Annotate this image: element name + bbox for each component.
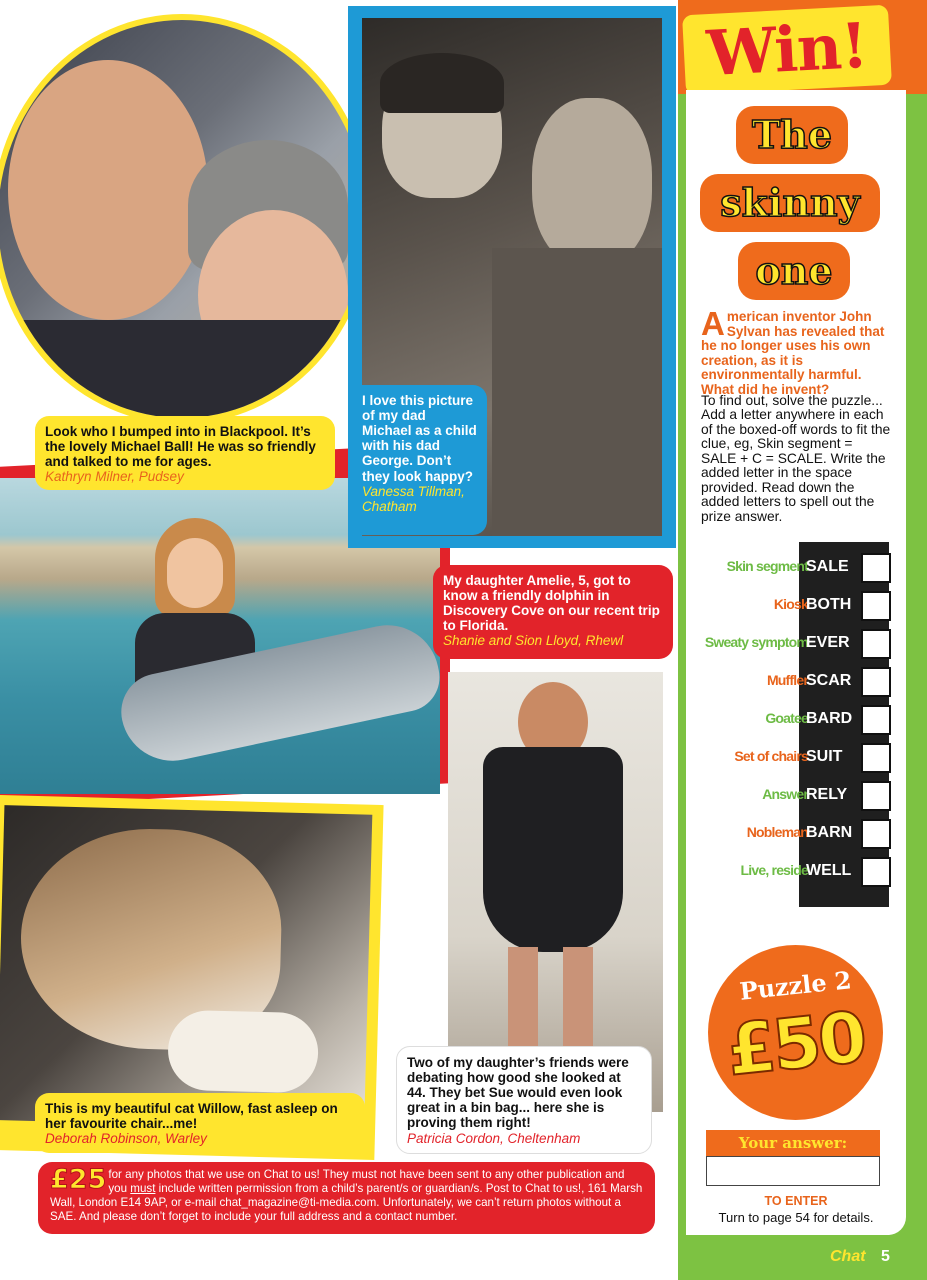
puzzle-clue: Answer — [762, 786, 808, 802]
binbag-caption — [396, 1046, 652, 1154]
banner-text-a: for any photos that we use on Chat to us! They must not have been sent to any other publication and you — [108, 1168, 625, 1196]
intro-lead — [701, 305, 891, 397]
prize-badge — [708, 945, 883, 1120]
puzzle-word: EVER — [806, 634, 850, 651]
letter-box[interactable] — [861, 857, 891, 887]
puzzle-row — [686, 701, 906, 739]
puzzle-clue: Set of chairs — [734, 748, 808, 764]
competition-panel — [678, 0, 927, 1280]
puzzle-row — [686, 853, 906, 891]
prize-label: Puzzle 2 — [738, 965, 853, 1006]
caption-text: Two of my daughter’s friends were debating how good she looked at 44. They bet Sue would even look great in a bin bag... here she is proving them right! — [407, 1055, 629, 1131]
intro-instructions: To find out, solve the puzzle... Add a letter anywhere in each of the boxed-off words to fit the clue, eg, Skin segment = SALE + C = SCALE. Write the added letter in the space provided. Read down the added letters to spell out the prize answer. — [701, 393, 891, 524]
dolphin-caption — [433, 565, 673, 659]
letter-box[interactable] — [861, 629, 891, 659]
drop-cap: A — [701, 305, 725, 342]
puzzle-clue: Kiosk — [773, 596, 808, 612]
banner-must: must — [130, 1182, 156, 1196]
puzzle-grid — [686, 542, 906, 907]
blackpool-caption — [35, 416, 335, 490]
puzzle-row — [686, 815, 906, 853]
puzzle-clue: Muffler — [766, 672, 808, 688]
letter-box[interactable] — [861, 553, 891, 583]
puzzle-row — [686, 625, 906, 663]
blackpool-photo — [0, 14, 372, 424]
title-the: The — [736, 106, 848, 164]
caption-byline: Shanie and Sion Lloyd, Rhewl — [443, 633, 624, 649]
puzzle-word: WELL — [806, 862, 852, 879]
cat-caption — [35, 1093, 365, 1153]
photos-banner — [38, 1162, 655, 1234]
intro-lead-text: merican inventor John Sylvan has revealed that he no longer uses his own creation, as it is environmentally harmful. What did he invent? — [701, 309, 885, 397]
puzzle-clue: Live, reside — [740, 862, 808, 878]
enter-heading: TO ENTER — [764, 1194, 828, 1208]
puzzle-row — [686, 549, 906, 587]
puzzle-clue: Skin segment — [726, 558, 808, 574]
panel-content — [686, 90, 906, 1235]
caption-byline: Kathryn Milner, Pudsey — [45, 469, 184, 485]
title-one: one — [738, 242, 850, 300]
letter-box[interactable] — [861, 781, 891, 811]
puzzle-word: SUIT — [806, 748, 843, 765]
puzzle-clue: Sweaty symptom — [704, 634, 808, 650]
prize-amount: £50 — [723, 996, 868, 1092]
puzzle-row — [686, 663, 906, 701]
banner-text-b: include written permission from a child’s parent/s or guardian/s. Post to Chat to us!, 161 Marsh Wall, London E14 9AP, or e-mail chat_magazine@ti-media.com. Unfortunately, we can’t return photos without a SAE. And please don’t forget to include your full address and a contact number. — [50, 1182, 643, 1224]
title-skinny: skinny — [700, 174, 880, 232]
puzzle-word: SCAR — [806, 672, 852, 689]
win-title: Win! — [704, 8, 869, 91]
footer-brand: Chat — [830, 1248, 866, 1265]
page-number: 5 — [881, 1248, 890, 1265]
enter-text: Turn to page 54 for details. — [718, 1210, 874, 1225]
caption-text: My daughter Amelie, 5, got to know a friendly dolphin in Discovery Cove on our recent trip to Florida. — [443, 573, 660, 634]
letter-box[interactable] — [861, 819, 891, 849]
puzzle-row — [686, 587, 906, 625]
answer-label: Your answer: — [706, 1130, 880, 1156]
answer-field[interactable] — [706, 1156, 880, 1186]
caption-text: Look who I bumped into in Blackpool. It’s the lovely Michael Ball! He was so friendly and talked to me for ages. — [45, 424, 316, 470]
puzzle-word: BOTH — [806, 596, 852, 613]
puzzle-word: SALE — [806, 558, 849, 575]
caption-text: I love this picture of my dad Michael as a child with his dad George. Don’t they look happy? — [362, 393, 477, 484]
letter-box[interactable] — [861, 591, 891, 621]
banner-amount: £25 — [50, 1164, 107, 1195]
caption-byline: Vanessa Tillman, Chatham — [362, 483, 465, 514]
puzzle-word: BARN — [806, 824, 853, 841]
win-sticker — [682, 5, 892, 96]
puzzle-word: BARD — [806, 710, 853, 727]
puzzle-row — [686, 739, 906, 777]
caption-byline: Patricia Cordon, Cheltenham — [407, 1130, 581, 1146]
puzzle-row — [686, 777, 906, 815]
dad-caption — [352, 385, 487, 535]
caption-text: This is my beautiful cat Willow, fast asleep on her favourite chair...me! — [45, 1101, 338, 1132]
letter-box[interactable] — [861, 667, 891, 697]
puzzle-clue: Goatee — [765, 710, 808, 726]
puzzle-word: RELY — [806, 786, 848, 803]
caption-byline: Deborah Robinson, Warley — [45, 1131, 207, 1147]
letter-box[interactable] — [861, 743, 891, 773]
letter-box[interactable] — [861, 705, 891, 735]
puzzle-clue: Nobleman — [746, 824, 808, 840]
